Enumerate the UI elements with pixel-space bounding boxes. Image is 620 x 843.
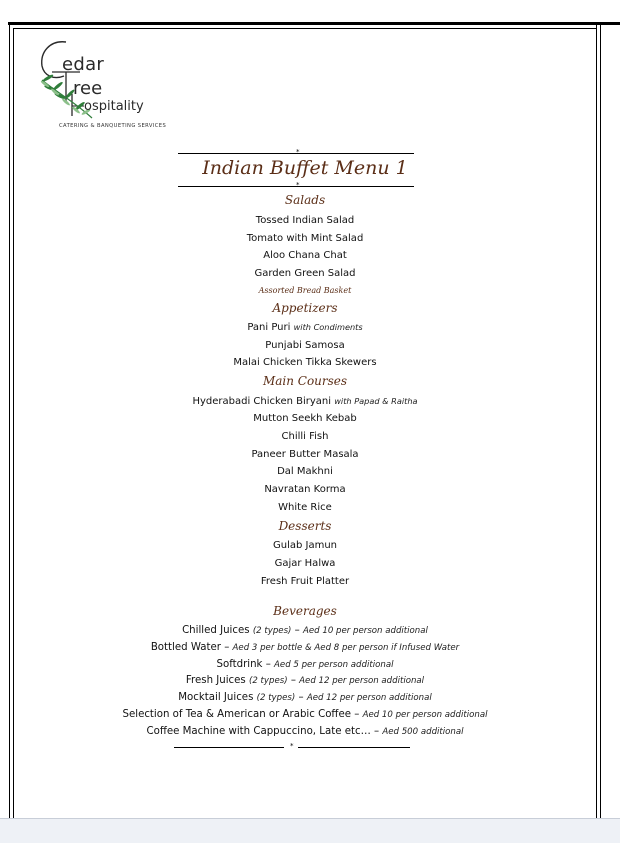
beverage-sep: – xyxy=(265,659,271,670)
beverage-qty: (2 types) xyxy=(256,693,296,703)
menu-item: Aloo Chana Chat xyxy=(263,250,347,261)
menu-item: Dal Makhni xyxy=(277,466,333,477)
menu-item: Navratan Korma xyxy=(264,484,346,495)
beverage-name: Bottled Water xyxy=(150,642,221,653)
beverage-item xyxy=(14,625,596,636)
bread-basket-note: Assorted Bread Basket xyxy=(258,286,352,295)
title-star-top: * xyxy=(296,148,300,156)
beverage-name: Mocktail Juices xyxy=(178,692,254,703)
item-name: Hyderabadi Chicken Biryani xyxy=(192,396,332,407)
section-heading-salads: Salads xyxy=(284,193,326,207)
beverage-item xyxy=(14,692,596,703)
beverage-sep: – xyxy=(298,692,304,703)
beverage-qty: (2 types) xyxy=(252,626,292,636)
menu-item: Chilli Fish xyxy=(281,431,329,442)
beverage-qty: (2 types) xyxy=(248,676,288,686)
beverage-name: Coffee Machine with Cappuccino, Late etc… xyxy=(146,726,371,737)
beverage-item xyxy=(14,675,596,686)
viewer-bottom-strip xyxy=(0,818,620,843)
menu-item: Garden Green Salad xyxy=(254,268,356,279)
footer-rule-right xyxy=(298,747,410,748)
menu-item xyxy=(14,396,596,407)
menu-item: Tomato with Mint Salad xyxy=(246,233,364,244)
page-top-border xyxy=(8,22,620,25)
beverage-sep: – xyxy=(290,675,296,686)
section-heading-beverages: Beverages xyxy=(273,604,337,618)
menu-item: Malai Chicken Tikka Skewers xyxy=(233,357,377,368)
item-note: with Papad & Raitha xyxy=(334,396,418,406)
page-border-right-outer xyxy=(600,25,601,818)
beverage-price: Aed 10 per person additional xyxy=(362,710,488,720)
item-name: Pani Puri xyxy=(247,322,291,333)
beverage-price: Aed 500 additional xyxy=(382,727,464,737)
menu-title: Indian Buffet Menu 1 xyxy=(202,157,408,179)
beverage-item xyxy=(14,726,596,737)
beverage-sep: – xyxy=(294,625,300,636)
item-note: with Condiments xyxy=(293,322,363,332)
beverage-name: Chilled Juices xyxy=(182,625,250,636)
menu-item: Tossed Indian Salad xyxy=(255,215,355,226)
section-heading-main-courses: Main Courses xyxy=(262,374,348,388)
section-heading-desserts: Desserts xyxy=(278,519,332,533)
beverage-price: Aed 5 per person additional xyxy=(274,660,394,670)
company-logo xyxy=(36,36,176,132)
beverage-price: Aed 12 per person additional xyxy=(306,693,432,703)
menu-item: Gajar Halwa xyxy=(274,558,336,569)
footer-star: * xyxy=(290,742,294,750)
title-star-bottom: * xyxy=(296,181,300,189)
logo-tagline: CATERING & BANQUETING SERVICES xyxy=(59,123,167,129)
beverage-price: Aed 10 per person additional xyxy=(303,626,428,636)
beverage-item xyxy=(14,709,596,720)
menu-item: White Rice xyxy=(278,502,332,513)
beverage-name: Fresh Juices xyxy=(185,675,246,686)
menu-item: Punjabi Samosa xyxy=(265,340,345,351)
page-border-left-outer xyxy=(9,25,10,818)
beverage-sep: – xyxy=(354,709,360,720)
page-border-inner-top xyxy=(13,28,597,29)
logo-graphic xyxy=(36,36,176,132)
beverage-item xyxy=(14,659,596,670)
menu-item: Gulab Jamun xyxy=(272,540,337,551)
beverage-price: Aed 12 per person additional xyxy=(299,676,425,686)
beverage-sep: – xyxy=(374,726,380,737)
logo-word-hospitality: ospitality xyxy=(84,99,144,114)
footer-rule-left xyxy=(174,747,284,748)
menu-item: Mutton Seekh Kebab xyxy=(253,413,357,424)
logo-word-cedar: edar xyxy=(62,54,105,75)
menu-item: Paneer Butter Masala xyxy=(251,449,359,460)
page-border-right-inner xyxy=(596,25,597,818)
beverage-name: Selection of Tea & American or Arabic Coffee xyxy=(122,709,351,720)
menu-item: Fresh Fruit Platter xyxy=(260,576,350,587)
beverage-sep: – xyxy=(224,642,230,653)
logo-word-tree: ree xyxy=(73,78,103,99)
beverage-price: Aed 3 per bottle & Aed 8 per person if Infused Water xyxy=(232,643,460,653)
section-heading-appetizers: Appetizers xyxy=(272,301,338,315)
beverage-item xyxy=(14,642,596,653)
beverage-name: Softdrink xyxy=(216,659,263,670)
menu-item xyxy=(14,322,596,333)
